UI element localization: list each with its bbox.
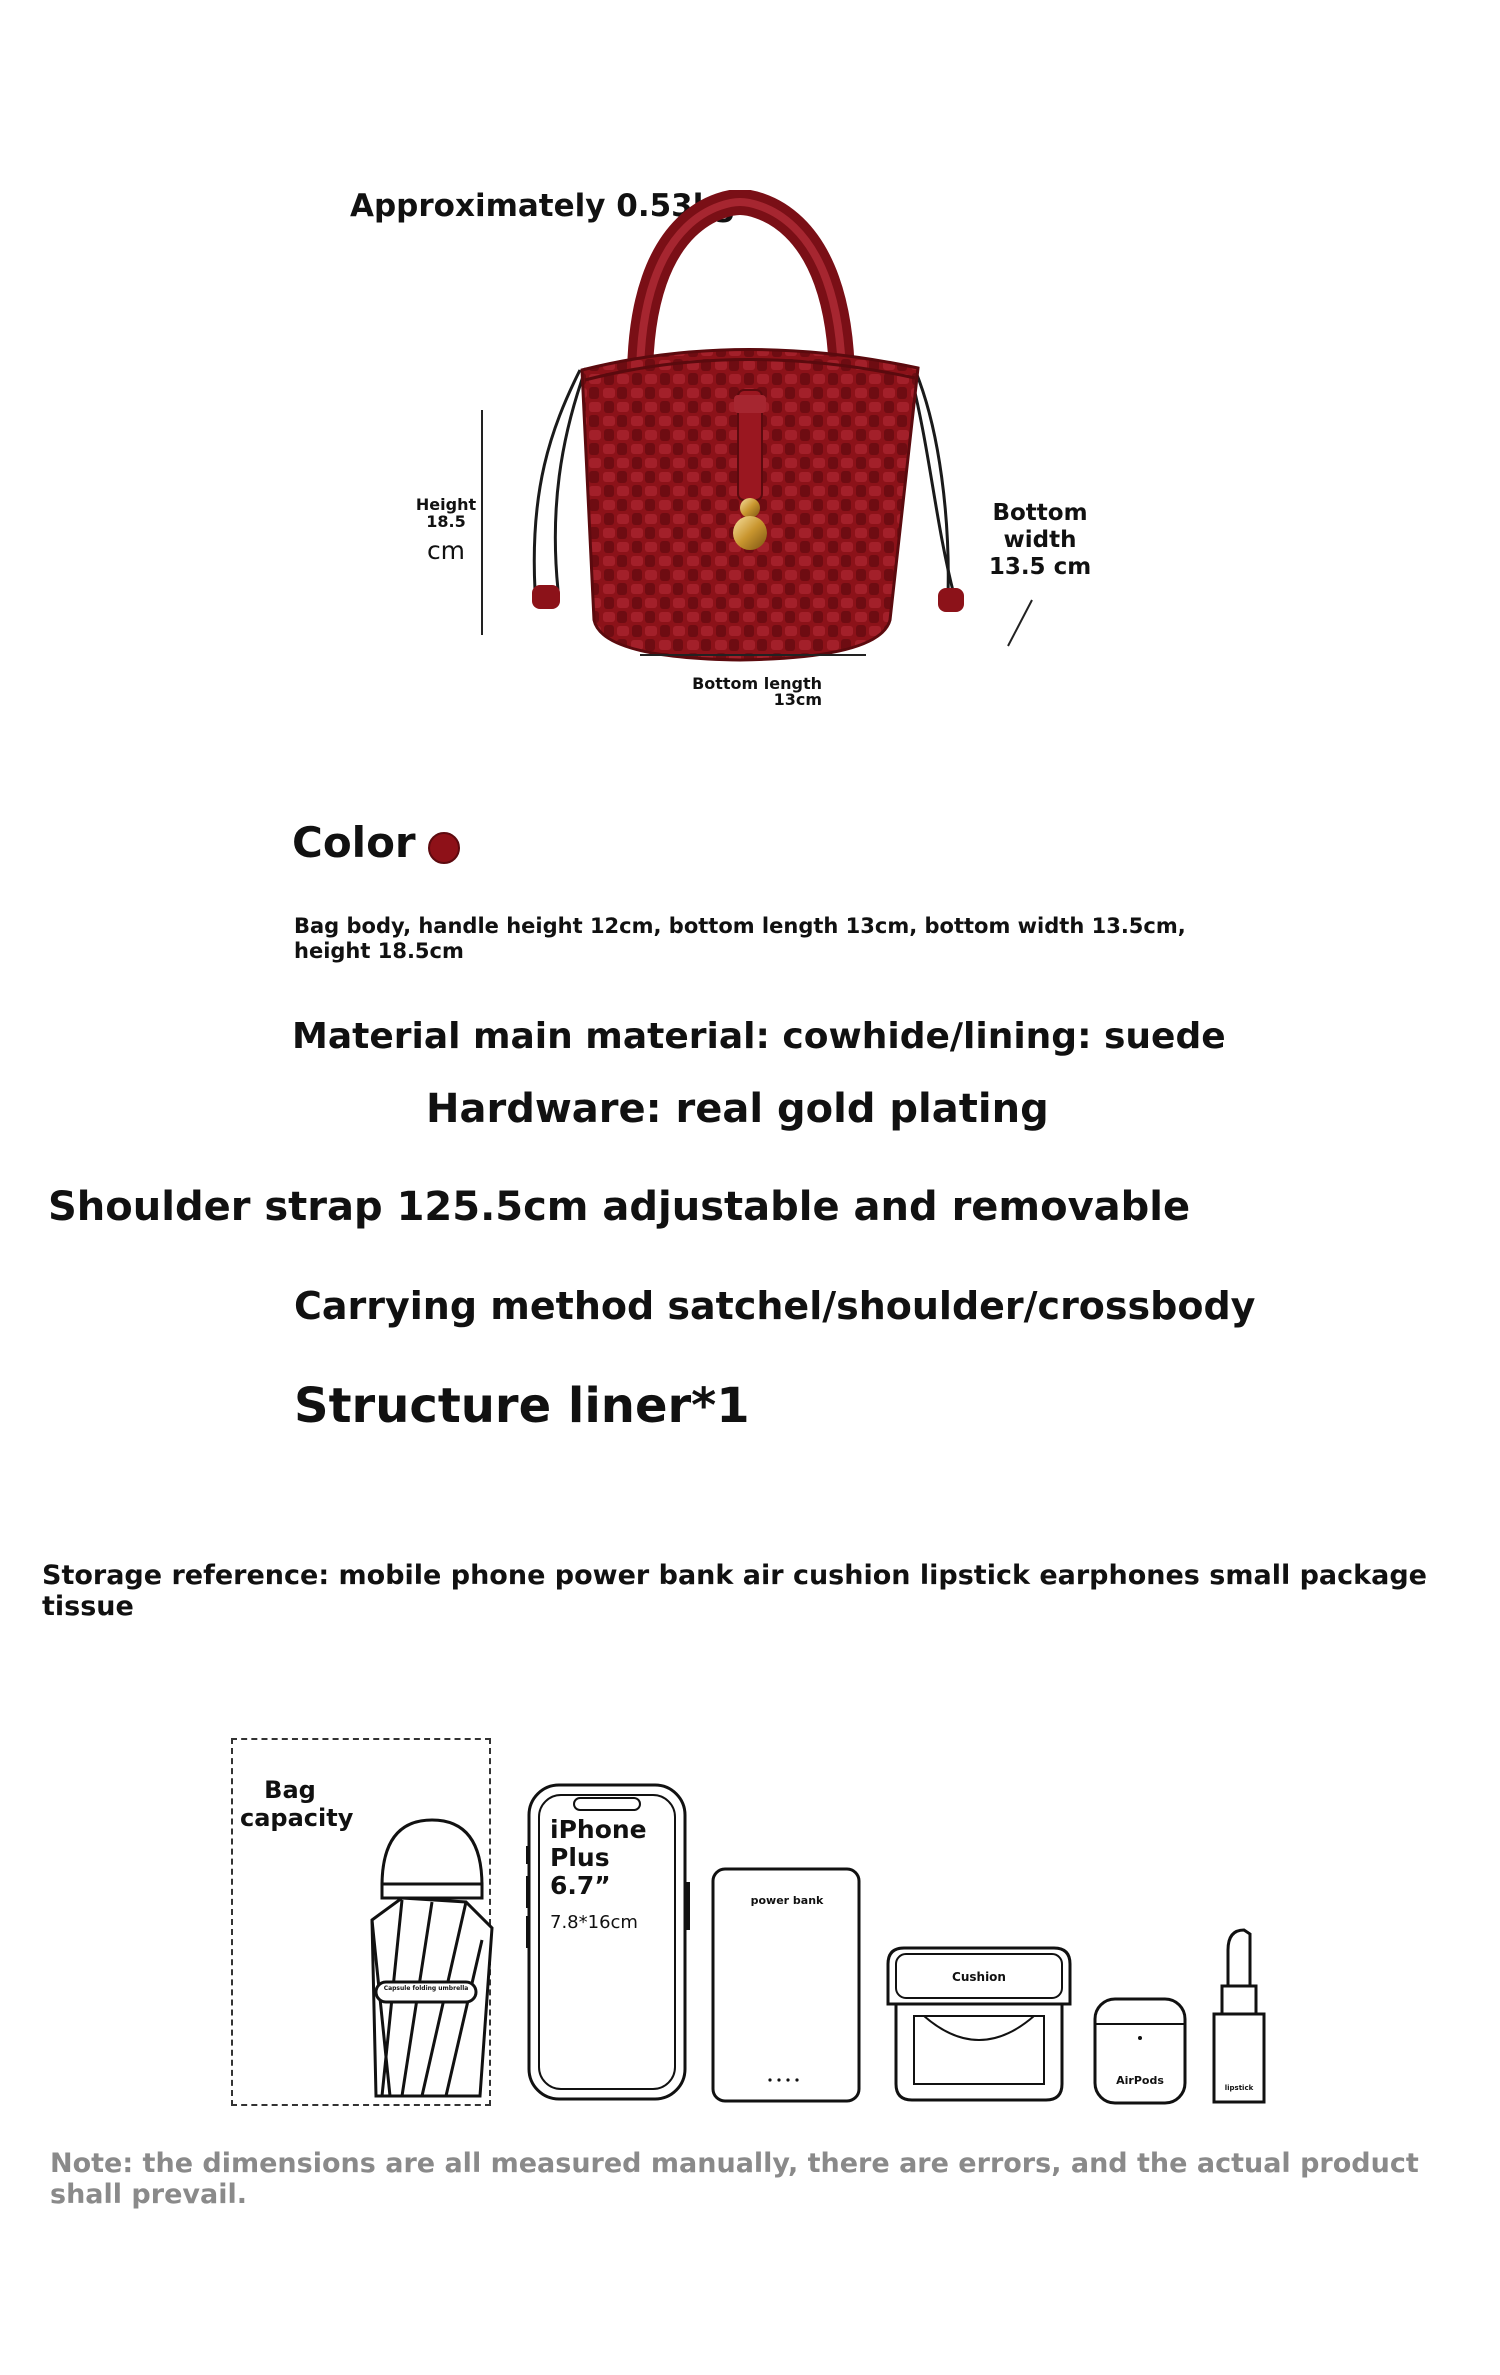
storage-reference: Storage reference: mobile phone power bank air cushion lipstick earphones small package tissue [42, 1560, 1427, 1622]
bag-illustration [490, 190, 1010, 680]
bag-capacity-label-2: capacity [240, 1804, 354, 1832]
umbrella-icon [362, 1810, 502, 2102]
umbrella-label: Capsule folding umbrella [383, 1985, 469, 1992]
color-swatch[interactable] [428, 832, 460, 864]
weight-label: Approximately 0.53kg [350, 188, 736, 224]
bottom-width-label [970, 500, 1110, 581]
length-measure-line [640, 650, 870, 660]
bottom-length-value: 13cm [773, 690, 822, 709]
shoulder-strap-line: Shoulder strap 125.5cm adjustable and removable [48, 1184, 1191, 1230]
height-label-text: Height [415, 495, 477, 514]
bottom-width-value: 13.5 cm [988, 554, 1092, 580]
material-line: Material main material: cowhide/lining: suede [292, 1016, 1226, 1057]
bag-capacity-label [240, 1776, 354, 1832]
airpods-icon [1092, 1996, 1188, 2106]
disclaimer-note: Note: the dimensions are all measured manually, there are errors, and the actual product shall prevail. [50, 2148, 1419, 2210]
hardware-line: Hardware: real gold plating [426, 1086, 1049, 1132]
height-unit: cm [426, 536, 466, 565]
bottom-length-label [690, 676, 822, 708]
color-label: Color [292, 818, 416, 867]
airpods-label: AirPods [1116, 2074, 1164, 2087]
lipstick-label: lipstick [1224, 2084, 1254, 2092]
power-bank-label: power bank [750, 1894, 824, 1907]
structure-line: Structure liner*1 [294, 1378, 750, 1434]
width-measure-line [1000, 596, 1040, 650]
carrying-method-line: Carrying method satchel/shoulder/crossbody [294, 1284, 1256, 1328]
phone-model [550, 1816, 647, 1900]
cushion-label: Cushion [952, 1970, 1006, 1984]
phone-model-line-1: iPhone [550, 1815, 647, 1844]
height-label [408, 496, 484, 530]
lipstick-icon [1210, 1926, 1268, 2106]
phone-size: 7.8*16cm [550, 1912, 638, 1933]
height-value: 18.5 [426, 512, 466, 531]
bag-capacity-label-1: Bag [264, 1776, 316, 1804]
phone-model-line-3: 6.7” [550, 1871, 611, 1900]
phone-model-line-2: Plus [550, 1843, 610, 1872]
spec-text: Bag body, handle height 12cm, bottom length 13cm, bottom width 13.5cm, height 18.5cm [294, 914, 1186, 963]
cushion-icon [884, 1944, 1074, 2106]
bottom-width-label-1: Bottom [992, 500, 1088, 526]
bottom-length-label-text: Bottom length [692, 674, 822, 693]
bottom-width-label-2: width [1003, 527, 1077, 553]
